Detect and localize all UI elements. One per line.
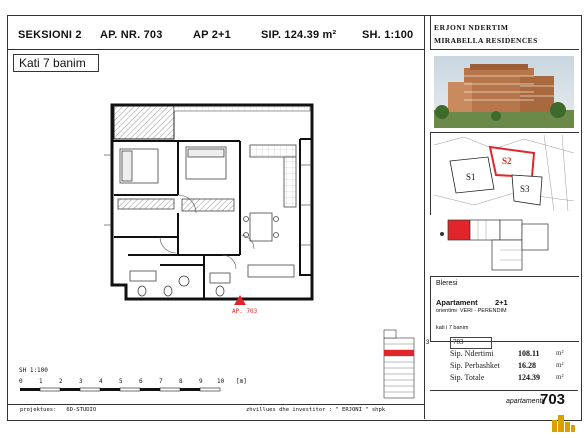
site-plan-s1: S1 <box>466 172 476 182</box>
unit-marker-label: AP. 703 <box>232 308 258 315</box>
exterior-wall-right <box>300 139 312 275</box>
scale-tick-4: 4 <box>99 378 103 385</box>
area-row-value: 108.11 <box>518 349 540 358</box>
header-bottom-rule <box>7 49 424 50</box>
scale-tick-10: 10 <box>217 378 225 385</box>
drawing-scale: SH. 1:100 <box>362 29 414 41</box>
bathroom-fixtures <box>130 271 230 296</box>
brand-line-1: ERJONI NDERTIM <box>434 23 509 32</box>
site-plan-s2: S2 <box>502 156 512 166</box>
section-label: SEKSIONI 2 <box>18 29 82 41</box>
scale-tick-1: 1 <box>39 378 43 385</box>
area-row-label: Sip. Totale <box>450 373 485 382</box>
area-row-label: Sip. Ndertimi <box>450 349 494 358</box>
area-row-unit: m² <box>556 361 564 369</box>
floor-info: kati i 7 banim <box>436 325 469 331</box>
floor-plan <box>100 95 330 325</box>
scale-tick-5: 5 <box>119 378 123 385</box>
apartment-type: AP 2+1 <box>193 29 231 41</box>
brand-line-2: MIRABELLA RESIDENCES <box>434 36 538 45</box>
scale-tick-2: 2 <box>59 378 63 385</box>
scale-bar <box>18 374 248 398</box>
kitchen-counter <box>250 145 296 207</box>
apartment-footer-number: 703 <box>540 391 566 408</box>
footer-rule <box>7 404 424 405</box>
site-plan-s3: S3 <box>520 184 530 194</box>
scale-tick-8: 8 <box>179 378 183 385</box>
section-2-outline <box>490 147 534 177</box>
scale-bar-title: SH 1:100 <box>19 367 48 374</box>
investor-credit: zhvillues dhe investitor : " ERJONI " shpk <box>246 407 386 413</box>
site-plan <box>434 135 574 211</box>
floor-label-box <box>13 54 99 72</box>
building-section <box>382 328 426 408</box>
scale-bar-track <box>20 388 220 391</box>
dining-table <box>244 213 279 241</box>
apartment-type-label: Apartament <box>436 298 478 307</box>
balcony-area <box>114 105 174 139</box>
scale-unit: [m] <box>236 378 247 385</box>
scale-tick-7: 7 <box>159 378 163 385</box>
area-row-value: 124.39 <box>518 373 540 382</box>
building-render <box>434 56 574 128</box>
floor-label: Kati 7 banim <box>19 56 86 70</box>
section-marker: 3 <box>426 340 430 346</box>
buyer-label: Bleresi <box>436 280 458 287</box>
area-row-unit: m² <box>556 373 564 381</box>
area-row-value: 16.28 <box>518 361 536 370</box>
orientation: orientimi VERI - PERENDIM <box>436 308 507 314</box>
closet <box>182 199 234 211</box>
area-row-unit: m² <box>556 349 564 357</box>
key-plan <box>440 216 570 276</box>
total-area: SIP. 124.39 m² <box>261 29 337 41</box>
bedroom-1-bed <box>120 149 158 183</box>
areas-unit-no-box <box>450 337 492 349</box>
bedroom-2-bed <box>186 147 226 179</box>
areas-unit-no: 703 <box>453 338 464 346</box>
closet-2 <box>118 199 174 209</box>
current-floor-highlight <box>384 350 414 356</box>
apartment-number: AP. NR. 703 <box>100 29 163 41</box>
apartment-footer-label: apartamenti <box>506 398 543 405</box>
scale-tick-6: 6 <box>139 378 143 385</box>
scale-tick-3: 3 <box>79 378 83 385</box>
apartment-type-value: 2+1 <box>495 298 508 307</box>
north-arrow <box>440 232 444 236</box>
area-row-label: Sip. Perbashket <box>450 361 500 370</box>
scale-tick-0: 0 <box>19 378 23 385</box>
company-logo <box>548 412 578 434</box>
designer-credit: projektues: 6D-STUDIO <box>20 407 97 413</box>
sofa <box>248 265 294 277</box>
scale-tick-9: 9 <box>199 378 203 385</box>
